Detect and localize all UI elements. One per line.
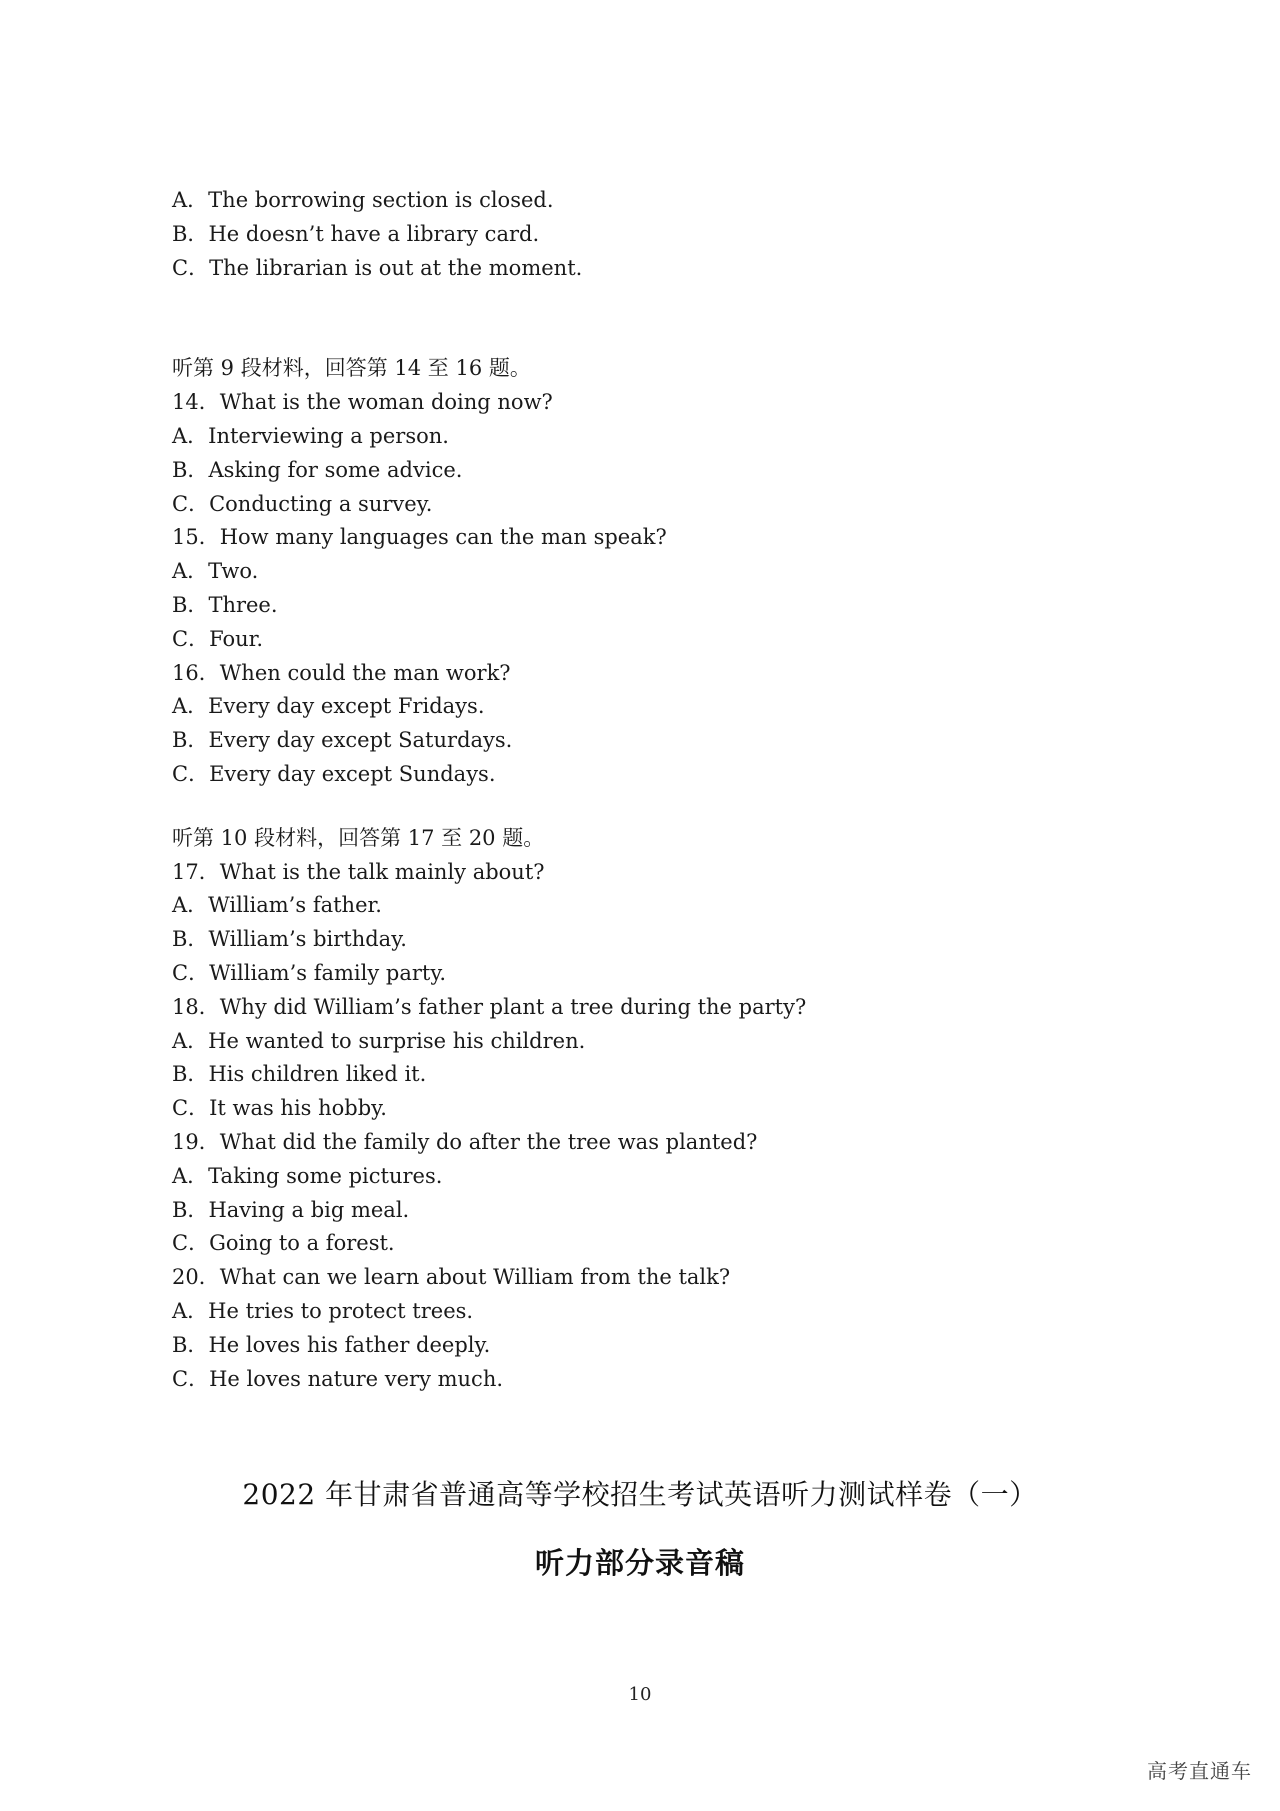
question-20: 20．What can we learn about William from the talk? (172, 1265, 731, 1290)
option-16-a: A．Every day except Fridays. (172, 694, 485, 719)
spacer (172, 285, 1172, 352)
document-subtitle: 听力部分录音稿 (534, 1546, 745, 1580)
part10-instruction: 听第 10 段材料，回答第 17 至 20 题。 (172, 825, 545, 850)
option-13-b: B．He doesn’t have a library card. (172, 221, 540, 246)
exam-content (172, 184, 1172, 1396)
option-17-c: C．William’s family party. (172, 960, 447, 985)
option-19-a: A．Taking some pictures. (172, 1163, 443, 1188)
option-18-a: A．He wanted to surprise his children. (172, 1028, 586, 1053)
option-14-b: B．Asking for some advice. (172, 457, 463, 482)
option-14-a: A．Interviewing a person. (172, 423, 449, 448)
option-15-c: C．Four. (172, 626, 264, 651)
question-15: 15．How many languages can the man speak? (172, 525, 667, 550)
part9-instruction: 听第 9 段材料，回答第 14 至 16 题。 (172, 356, 531, 381)
option-18-b: B．His children liked it. (172, 1062, 427, 1087)
option-16-c: C．Every day except Sundays. (172, 761, 496, 786)
question-18: 18．Why did William’s father plant a tree during the party? (172, 994, 807, 1019)
option-17-b: B．William’s birthday. (172, 927, 407, 952)
option-20-a: A．He tries to protect trees. (172, 1298, 474, 1323)
question-19: 19．What did the family do after the tree was planted? (172, 1129, 758, 1154)
option-14-c: C．Conducting a survey. (172, 491, 433, 516)
option-15-a: A．Two. (172, 559, 259, 584)
option-17-a: A．William’s father. (172, 893, 382, 918)
question-16: 16．When could the man work? (172, 660, 511, 685)
option-19-b: B．Having a big meal. (172, 1197, 410, 1222)
option-18-c: C．It was his hobby. (172, 1096, 387, 1121)
question-14: 14．What is the woman doing now? (172, 390, 553, 415)
option-16-b: B．Every day except Saturdays. (172, 728, 513, 753)
watermark-text: 高考直通车 (1147, 1759, 1252, 1783)
page-number: 10 (628, 1684, 652, 1705)
spacer (172, 792, 1172, 822)
option-13-a: A．The borrowing section is closed. (172, 188, 554, 212)
option-13-c: C．The librarian is out at the moment. (172, 255, 583, 280)
option-19-c: C．Going to a forest. (172, 1231, 395, 1256)
option-20-c: C．He loves nature very much. (172, 1366, 504, 1391)
option-20-b: B．He loves his father deeply. (172, 1332, 491, 1357)
document-title: 2022 年甘肃省普通高等学校招生考试英语听力测试样卷（一） (242, 1478, 1038, 1511)
question-17: 17．What is the talk mainly about? (172, 859, 545, 884)
option-15-b: B．Three. (172, 592, 278, 617)
